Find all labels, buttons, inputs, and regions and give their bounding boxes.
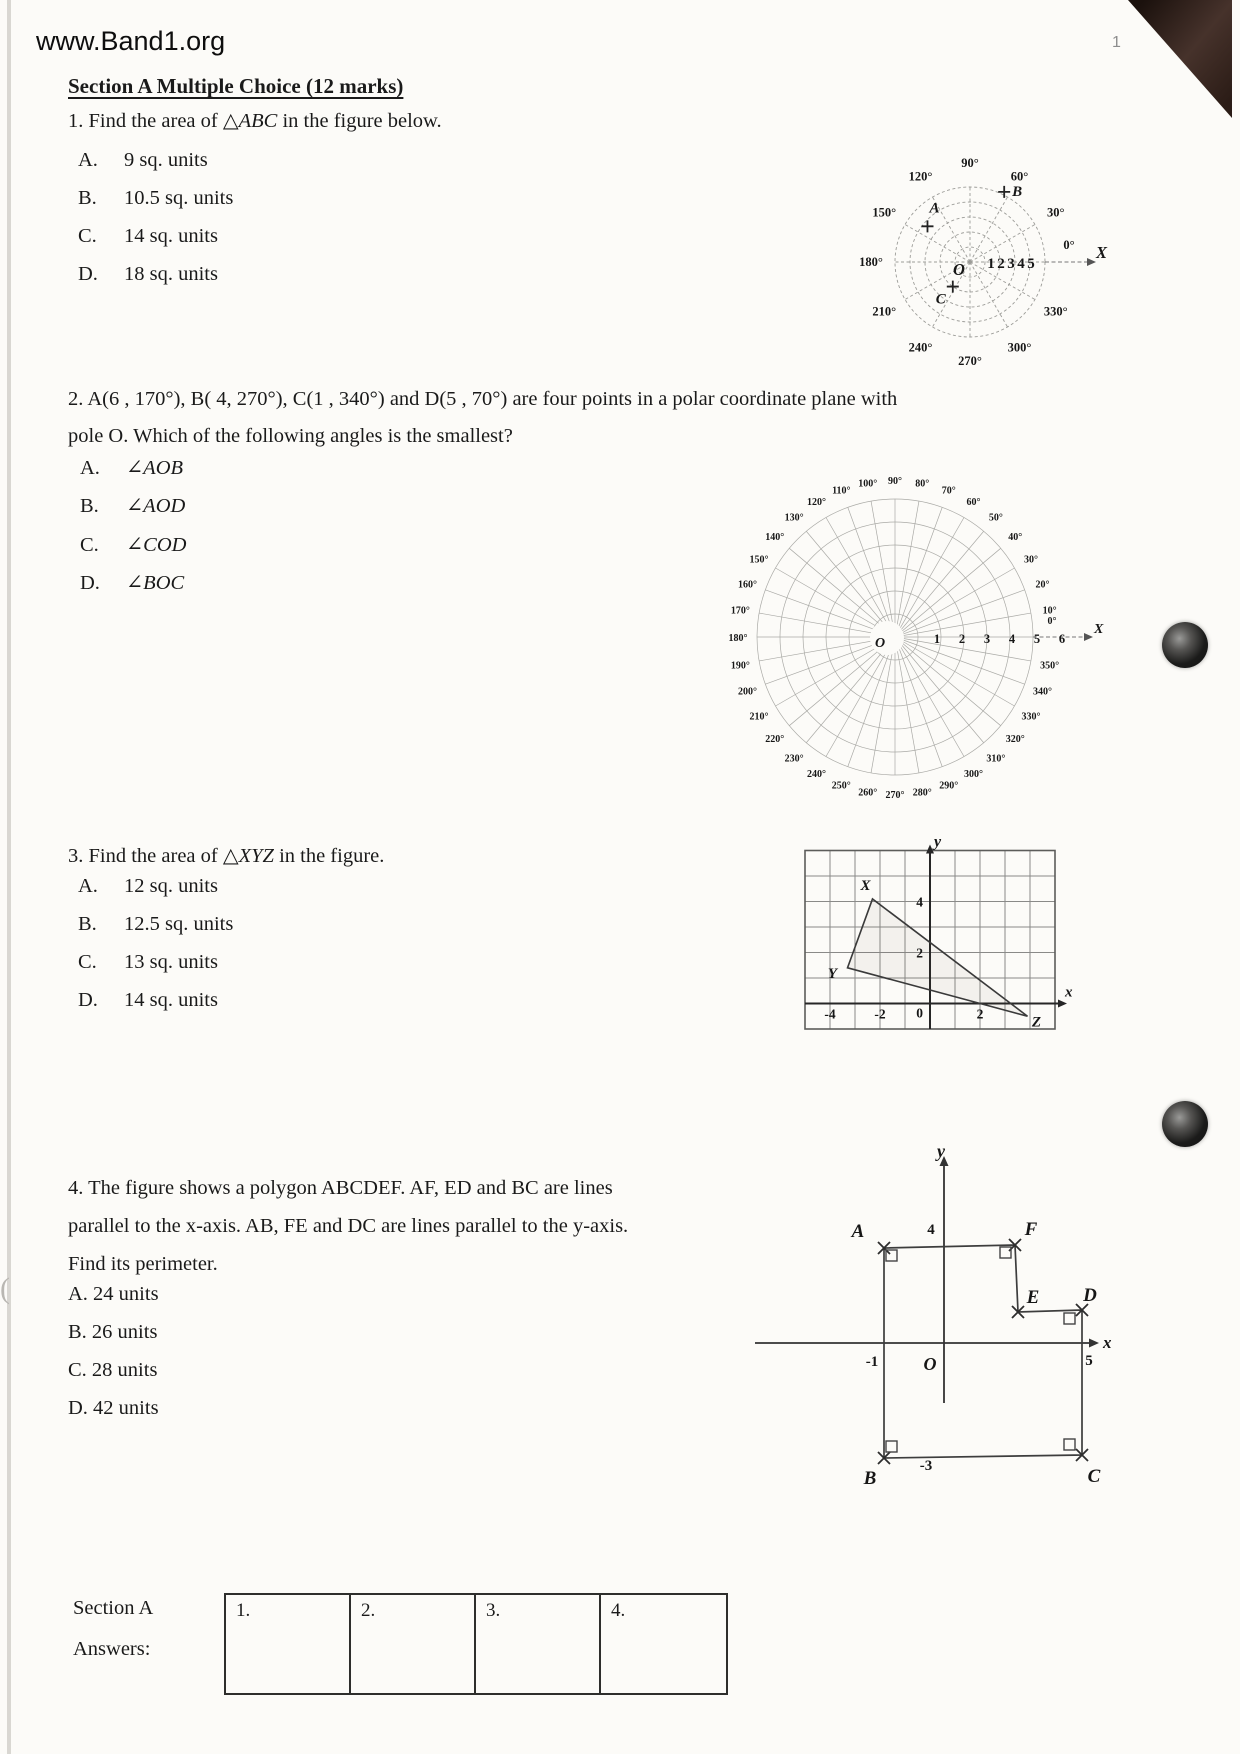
answer-caption-line1: Section A (73, 1597, 154, 1619)
svg-text:210°: 210° (872, 304, 897, 319)
svg-text:-4: -4 (824, 1006, 836, 1022)
svg-text:50°: 50° (988, 512, 1003, 524)
question-1-option-b: B. 10.5 sq. units (78, 187, 234, 209)
question-4-stem-line1: 4. The figure shows a polygon ABCDEF. AF, ED and BC are lines (68, 1177, 613, 1199)
svg-text:300°: 300° (1007, 340, 1032, 355)
svg-text:-3: -3 (919, 1458, 933, 1474)
question-3-option-c: C. 13 sq. units (78, 951, 218, 973)
answer-cell-4: 4. (611, 1600, 626, 1621)
svg-text:240°: 240° (807, 768, 826, 780)
svg-text:0°: 0° (1063, 238, 1075, 252)
question-1-option-c: C. 14 sq. units (78, 225, 218, 247)
svg-text:x: x (1103, 1333, 1112, 1352)
page-number: 1 (1112, 34, 1121, 51)
svg-text:300°: 300° (964, 768, 983, 780)
svg-text:190°: 190° (730, 660, 750, 672)
question-2-option-b: B. ∠AOD (80, 495, 186, 517)
svg-text:240°: 240° (908, 340, 933, 355)
answer-cell-1: 1. (226, 1595, 351, 1693)
question-4-stem-line2: parallel to the x-axis. AB, FE and DC are lines parallel to the y-axis. (68, 1215, 629, 1237)
svg-text:80°: 80° (915, 478, 930, 490)
svg-text:110°: 110° (832, 485, 851, 497)
svg-text:90°: 90° (888, 476, 902, 487)
svg-text:6: 6 (1058, 632, 1066, 646)
question-3-stem: 3. Find the area of △XYZ in the figure. (68, 845, 385, 867)
svg-text:120°: 120° (807, 497, 826, 509)
svg-text:260°: 260° (858, 787, 878, 799)
svg-text:310°: 310° (986, 753, 1006, 765)
question-3-option-d: D. 14 sq. units (78, 989, 218, 1011)
svg-text:E: E (1026, 1287, 1040, 1308)
svg-text:270°: 270° (885, 790, 905, 801)
svg-text:210°: 210° (749, 711, 769, 723)
answer-table (224, 1593, 728, 1695)
svg-text:180°: 180° (859, 255, 883, 269)
hole-punch-bottom (1162, 1101, 1208, 1147)
svg-text:340°: 340° (1033, 686, 1053, 698)
svg-text:3: 3 (983, 632, 991, 646)
svg-text:-1: -1 (865, 1354, 879, 1370)
svg-text:O: O (953, 260, 965, 279)
svg-text:150°: 150° (872, 205, 897, 220)
svg-text:X: X (860, 877, 871, 894)
svg-text:180°: 180° (728, 633, 748, 644)
svg-text:100°: 100° (858, 478, 878, 490)
question-4-option-b: B. 26 units (68, 1321, 158, 1343)
question-4-option-c: C. 28 units (68, 1359, 158, 1381)
svg-text:y: y (937, 1145, 945, 1161)
scan-smudge-mark: ( (0, 1272, 10, 1305)
question-2-figure (700, 448, 1112, 833)
svg-text:120°: 120° (908, 169, 933, 184)
question-1-figure (830, 125, 1115, 365)
svg-text:Z: Z (1031, 1014, 1042, 1031)
svg-text:3: 3 (1007, 256, 1015, 272)
svg-text:0°: 0° (1047, 616, 1057, 627)
svg-text:250°: 250° (831, 780, 851, 792)
svg-text:O: O (923, 1354, 937, 1374)
svg-text:Y: Y (827, 965, 838, 982)
svg-text:2: 2 (958, 632, 966, 646)
answer-cell-3: 3. (476, 1595, 601, 1693)
svg-text:140°: 140° (765, 532, 785, 544)
svg-text:170°: 170° (730, 605, 750, 617)
svg-text:330°: 330° (1021, 711, 1041, 723)
svg-text:290°: 290° (939, 780, 959, 792)
svg-text:A: A (929, 200, 940, 217)
svg-text:x: x (1065, 984, 1073, 1001)
svg-text:2: 2 (997, 256, 1005, 272)
svg-text:A: A (851, 1221, 865, 1242)
svg-text:4: 4 (927, 1222, 935, 1238)
svg-text:O: O (874, 636, 886, 651)
question-2-option-d: D. ∠BOC (80, 572, 185, 594)
answer-cell-2: 2. (351, 1595, 476, 1693)
question-1-option-a: A. 9 sq. units (78, 149, 208, 171)
corner-fold (1128, 0, 1232, 118)
svg-text:C: C (1087, 1466, 1101, 1487)
svg-text:5: 5 (1027, 256, 1035, 272)
svg-text:X: X (1094, 622, 1104, 637)
svg-text:90°: 90° (961, 156, 979, 170)
svg-text:0: 0 (916, 1005, 923, 1021)
svg-text:320°: 320° (1005, 733, 1025, 745)
svg-text:4: 4 (916, 894, 923, 910)
svg-text:4: 4 (1017, 256, 1025, 272)
svg-text:220°: 220° (765, 733, 785, 745)
svg-text:60°: 60° (1010, 169, 1029, 184)
svg-text:40°: 40° (1008, 532, 1023, 544)
svg-text:30°: 30° (1023, 554, 1038, 566)
svg-text:1: 1 (933, 632, 941, 646)
svg-text:2: 2 (976, 1006, 984, 1022)
svg-text:70°: 70° (941, 485, 956, 497)
svg-text:X: X (1096, 243, 1108, 262)
scan-edge-line (7, 0, 11, 1754)
svg-text:F: F (1024, 1219, 1038, 1240)
svg-text:5: 5 (1033, 632, 1041, 646)
question-4-option-d: D. 42 units (68, 1397, 159, 1419)
site-watermark: www.Band1.org (36, 26, 226, 56)
svg-text:30°: 30° (1046, 205, 1065, 220)
question-4-figure (745, 1145, 1117, 1497)
question-4-option-a: A. 24 units (68, 1283, 159, 1305)
svg-text:1: 1 (987, 256, 995, 272)
svg-text:4: 4 (1008, 632, 1016, 646)
svg-text:270°: 270° (958, 354, 982, 365)
question-2-stem-line2: pole O. Which of the following angles is the smallest? (68, 425, 513, 447)
svg-text:-2: -2 (874, 1006, 886, 1022)
svg-text:5: 5 (1085, 1353, 1093, 1369)
question-2-option-a: A. ∠AOB (80, 457, 184, 479)
svg-text:200°: 200° (737, 686, 757, 698)
svg-text:C: C (935, 291, 946, 308)
question-1-option-d: D. 18 sq. units (78, 263, 218, 285)
question-3-figure (795, 838, 1073, 1038)
question-3-option-a: A. 12 sq. units (78, 875, 218, 897)
svg-text:D: D (1083, 1285, 1097, 1306)
question-2-option-c: C. ∠COD (80, 534, 187, 556)
svg-text:60°: 60° (966, 497, 981, 509)
answer-caption-line2: Answers: (73, 1638, 151, 1660)
question-1-stem: 1. Find the area of △ABC in the figure below. (68, 110, 442, 132)
section-heading: Section A Multiple Choice (12 marks) (68, 74, 404, 98)
svg-text:20°: 20° (1035, 579, 1050, 591)
question-3-option-b: B. 12.5 sq. units (78, 913, 234, 935)
svg-text:10°: 10° (1042, 605, 1057, 617)
svg-text:B: B (1012, 183, 1023, 200)
svg-text:230°: 230° (784, 753, 804, 765)
svg-text:130°: 130° (784, 512, 804, 524)
hole-punch-top (1162, 622, 1208, 668)
svg-text:150°: 150° (749, 554, 769, 566)
svg-text:330°: 330° (1043, 304, 1068, 319)
svg-text:350°: 350° (1040, 660, 1060, 672)
svg-text:B: B (863, 1468, 877, 1489)
question-2-stem-line1: 2. A(6 , 170°), B( 4, 270°), C(1 , 340°) and D(5 , 70°) are four points in a polar coordinate plane with (68, 388, 898, 410)
svg-text:y: y (934, 838, 942, 851)
svg-text:160°: 160° (737, 579, 757, 591)
svg-text:280°: 280° (912, 787, 932, 799)
question-4-stem-line3: Find its perimeter. (68, 1253, 218, 1275)
